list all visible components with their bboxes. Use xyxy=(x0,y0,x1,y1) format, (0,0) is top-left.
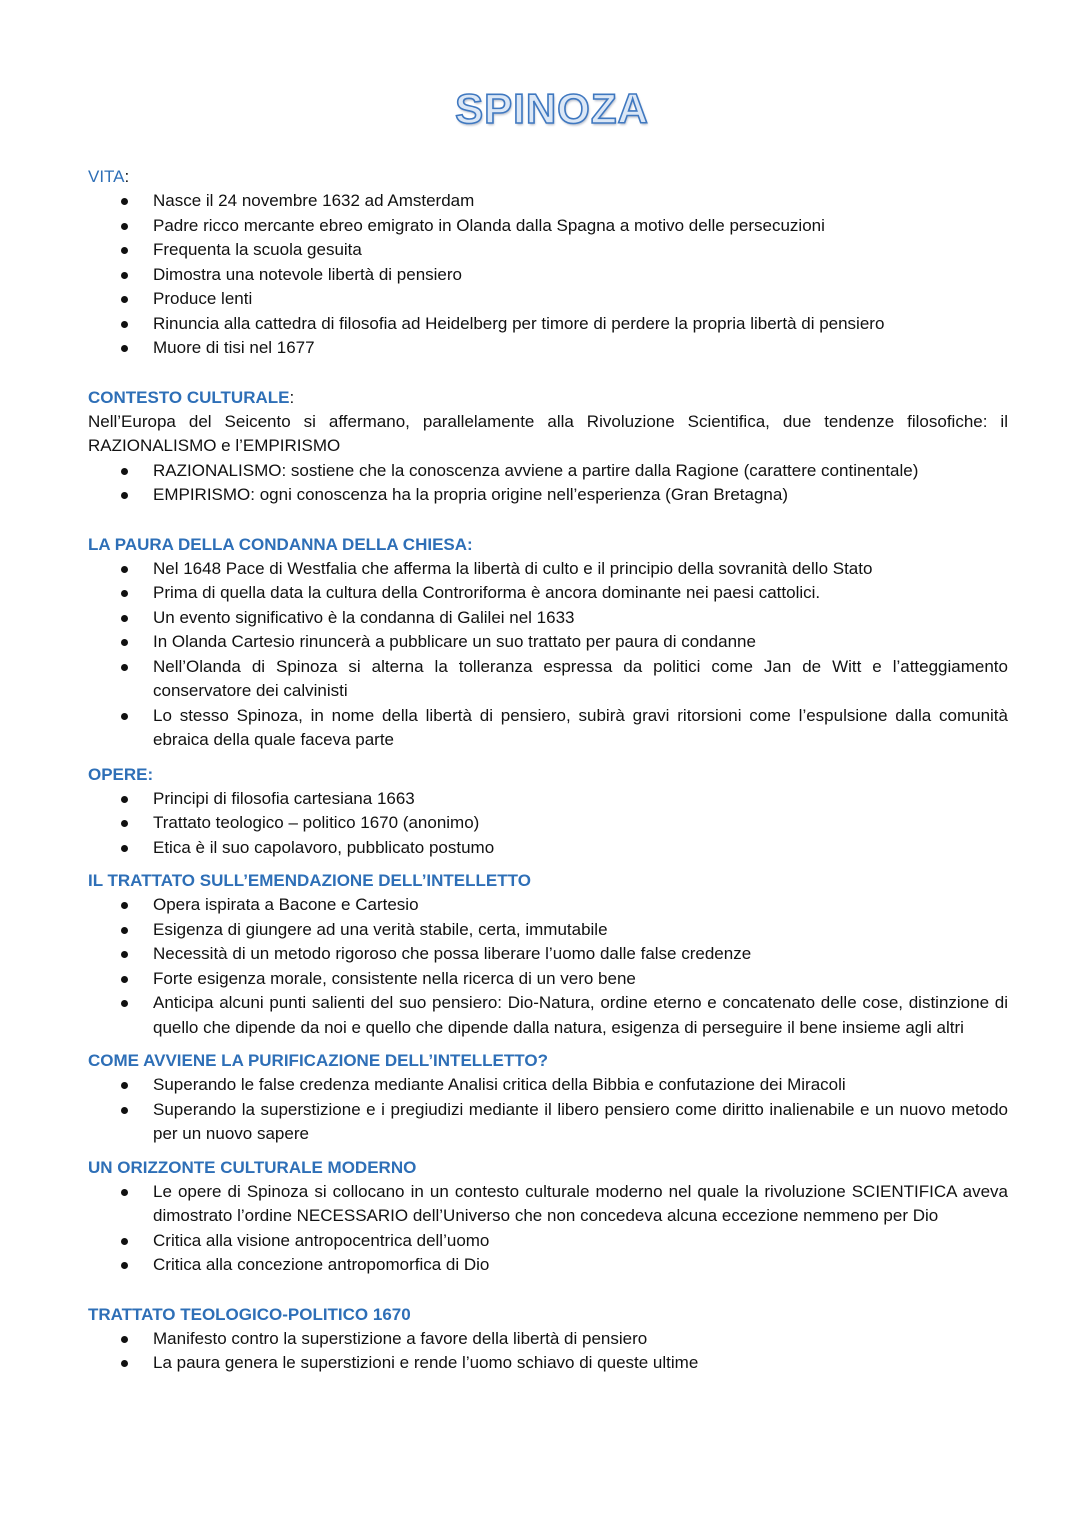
list-item: Anticipa alcuni punti salienti del suo pensiero: Dio-Natura, ordine eterno e concatenato delle cose, distinzione di quello che dipende da noi e quello che dipende dalla natura, esigenza di perseguire il bene insieme agli altri xyxy=(88,991,1008,1040)
list-item: Forte esigenza morale, consistente nella ricerca di un vero bene xyxy=(88,967,1008,992)
section-heading: TRATTATO TEOLOGICO-POLITICO 1670 xyxy=(88,1304,411,1324)
section-vita xyxy=(88,164,1008,361)
list-item: Rinuncia alla cattedra di filosofia ad Heidelberg per timore di perdere la propria libertà di pensiero xyxy=(88,312,1008,337)
intro-paragraph: Nell’Europa del Seicento si affermano, parallelamente alla Rivoluzione Scientifica, due tendenze filosofiche: il RAZIONALISMO e l’EMPIRISMO xyxy=(88,411,1008,455)
list-item: Nasce il 24 novembre 1632 ad Amsterdam xyxy=(88,189,1008,214)
bullet-list xyxy=(88,1327,1008,1376)
list-item: Lo stesso Spinoza, in nome della libertà di pensiero, subirà gravi ritorsioni come l’espulsione dalla comunità ebraica della quale faceva parte xyxy=(88,704,1008,753)
list-item: Nel 1648 Pace di Westfalia che afferma la libertà di culto e il principio della sovranità dello Stato xyxy=(88,557,1008,582)
bullet-list xyxy=(88,1180,1008,1278)
list-item: Critica alla concezione antropomorfica di Dio xyxy=(88,1253,1008,1278)
bullet-list xyxy=(88,1073,1008,1147)
section-heading: IL TRATTATO SULL’EMENDAZIONE DELL’INTELLETTO xyxy=(88,871,531,890)
list-item: Padre ricco mercante ebreo emigrato in Olanda dalla Spagna a motivo delle persecuzioni xyxy=(88,214,1008,239)
list-item: Dimostra una notevole libertà di pensiero xyxy=(88,263,1008,288)
section-opere xyxy=(88,762,1008,861)
list-item: Muore di tisi nel 1677 xyxy=(88,336,1008,361)
section-orizzonte-culturale xyxy=(88,1155,1008,1278)
page-title: SPINOZA xyxy=(455,85,649,132)
section-heading xyxy=(88,164,1008,189)
bullet-list xyxy=(88,787,1008,861)
heading-suffix: : xyxy=(124,167,130,186)
list-item: Critica alla visione antropocentrica dell’uomo xyxy=(88,1229,1008,1254)
list-item: Esigenza di giungere ad una verità stabile, certa, immutabile xyxy=(88,918,1008,943)
bullet-list xyxy=(88,557,1008,753)
list-item: Superando le false credenza mediante Analisi critica della Bibbia e confutazione dei Miracoli xyxy=(88,1073,1008,1098)
section-heading: OPERE: xyxy=(88,764,154,784)
list-item: Necessità di un metodo rigoroso che possa liberare l’uomo dalle false credenze xyxy=(88,942,1008,967)
section-heading: LA PAURA DELLA CONDANNA DELLA CHIESA: xyxy=(88,534,473,554)
list-item: Le opere di Spinoza si collocano in un contesto culturale moderno nel quale la rivoluzione SCIENTIFICA aveva dimostrato l’ordine NECESSARIO dell’Universo che non concedeva alcuna eccezione nemmeno per Dio xyxy=(88,1180,1008,1229)
list-item: Etica è il suo capolavoro, pubblicato postumo xyxy=(88,836,1008,861)
list-item: Manifesto contro la superstizione a favore della libertà di pensiero xyxy=(88,1327,1008,1352)
list-item: La paura genera le superstizioni e rende l’uomo schiavo di queste ultime xyxy=(88,1351,1008,1376)
heading-text: CONTESTO CULTURALE xyxy=(88,387,290,407)
list-item: Produce lenti xyxy=(88,287,1008,312)
bullet-list xyxy=(88,459,1008,508)
section-heading: UN ORIZZONTE CULTURALE MODERNO xyxy=(88,1157,417,1177)
section-heading xyxy=(88,385,1008,410)
list-item: Un evento significativo è la condanna di Galilei nel 1633 xyxy=(88,606,1008,631)
section-trattato-teologico xyxy=(88,1302,1008,1376)
section-contesto-culturale xyxy=(88,385,1008,508)
list-item: Opera ispirata a Bacone e Cartesio xyxy=(88,893,1008,918)
section-purificazione xyxy=(88,1048,1008,1147)
list-item: In Olanda Cartesio rinuncerà a pubblicare un suo trattato per paura di condanne xyxy=(88,630,1008,655)
list-item: Nell’Olanda di Spinoza si alterna la tolleranza espressa da politici come Jan de Witt e l’atteggiamento conservatore dei calvinisti xyxy=(88,655,1008,704)
section-paura-condanna xyxy=(88,532,1008,753)
list-item: Superando la superstizione e i pregiudizi mediante il libero pensiero come diritto inalienabile e un nuovo metodo per un nuovo sapere xyxy=(88,1098,1008,1147)
heading-suffix: : xyxy=(289,387,295,407)
section-trattato-emendazione xyxy=(88,868,1008,1040)
list-item: Trattato teologico – politico 1670 (anonimo) xyxy=(88,811,1008,836)
bullet-list xyxy=(88,189,1008,361)
heading-text: VITA xyxy=(88,167,125,186)
bullet-list xyxy=(88,893,1008,1040)
list-item: Prima di quella data la cultura della Controriforma è ancora dominante nei paesi cattolici. xyxy=(88,581,1008,606)
list-item: Principi di filosofia cartesiana 1663 xyxy=(88,787,1008,812)
list-item: RAZIONALISMO: sostiene che la conoscenza avviene a partire dalla Ragione (carattere continentale) xyxy=(88,459,1008,484)
section-heading: COME AVVIENE LA PURIFICAZIONE DELL’INTELLETTO? xyxy=(88,1051,548,1070)
list-item: Frequenta la scuola gesuita xyxy=(88,238,1008,263)
list-item: EMPIRISMO: ogni conoscenza ha la propria origine nell’esperienza (Gran Bretagna) xyxy=(88,483,1008,508)
